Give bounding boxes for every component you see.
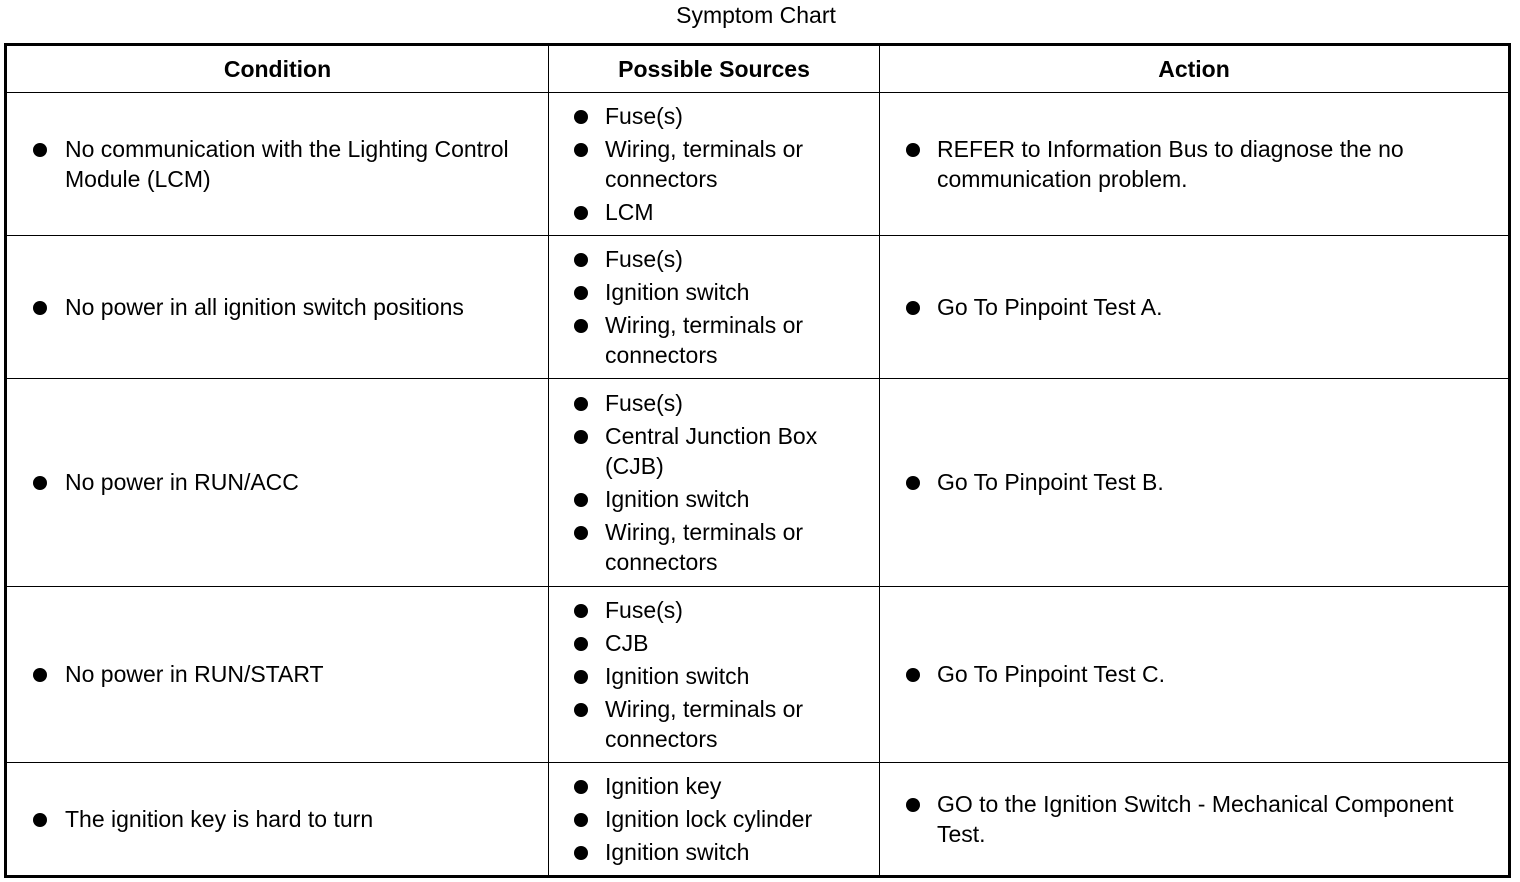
action-item: REFER to Information Bus to diagnose the no communication problem. xyxy=(880,134,1508,194)
header-row xyxy=(6,45,1510,93)
table-row xyxy=(6,379,1510,586)
source-item: Fuse(s) xyxy=(549,244,879,274)
sources-list xyxy=(549,101,879,227)
action-cell xyxy=(880,586,1510,762)
sources-list xyxy=(549,595,879,754)
condition-list xyxy=(7,804,548,834)
condition-list xyxy=(7,659,548,689)
condition-cell xyxy=(6,586,549,762)
action-item: Go To Pinpoint Test C. xyxy=(880,659,1508,689)
source-item: Ignition switch xyxy=(549,661,879,691)
condition-list xyxy=(7,134,548,194)
source-item: Fuse(s) xyxy=(549,388,879,418)
condition-cell xyxy=(6,762,549,876)
sources-cell xyxy=(549,93,880,236)
action-item: GO to the Ignition Switch - Mechanical Component Test. xyxy=(880,789,1508,849)
table-row xyxy=(6,762,1510,876)
header-condition: Condition xyxy=(6,45,549,93)
condition-item: No communication with the Lighting Control Module (LCM) xyxy=(7,134,548,194)
action-list xyxy=(880,659,1508,689)
sources-list xyxy=(549,244,879,370)
source-item: Wiring, terminals or connectors xyxy=(549,310,879,370)
condition-item: No power in all ignition switch positions xyxy=(7,292,548,322)
source-item: Ignition key xyxy=(549,771,879,801)
source-item: Ignition switch xyxy=(549,277,879,307)
source-item: Wiring, terminals or connectors xyxy=(549,517,879,577)
source-item: Fuse(s) xyxy=(549,101,879,131)
condition-cell xyxy=(6,379,549,586)
source-item: Central Junction Box (CJB) xyxy=(549,421,879,481)
source-item: Wiring, terminals or connectors xyxy=(549,694,879,754)
condition-cell xyxy=(6,236,549,379)
table-row xyxy=(6,586,1510,762)
action-cell xyxy=(880,379,1510,586)
action-cell xyxy=(880,236,1510,379)
header-possible-sources: Possible Sources xyxy=(549,45,880,93)
source-item: Ignition lock cylinder xyxy=(549,804,879,834)
source-item: Ignition switch xyxy=(549,484,879,514)
action-item: Go To Pinpoint Test A. xyxy=(880,292,1508,322)
sources-cell xyxy=(549,762,880,876)
source-item: LCM xyxy=(549,197,879,227)
source-item: Wiring, terminals or connectors xyxy=(549,134,879,194)
action-list xyxy=(880,292,1508,322)
condition-cell xyxy=(6,93,549,236)
action-list xyxy=(880,134,1508,194)
header-action: Action xyxy=(880,45,1510,93)
sources-cell xyxy=(549,236,880,379)
sources-list xyxy=(549,771,879,867)
sources-list xyxy=(549,388,879,577)
sources-cell xyxy=(549,586,880,762)
condition-item: The ignition key is hard to turn xyxy=(7,804,548,834)
condition-item: No power in RUN/START xyxy=(7,659,548,689)
sources-cell xyxy=(549,379,880,586)
action-cell xyxy=(880,762,1510,876)
condition-list xyxy=(7,467,548,497)
action-item: Go To Pinpoint Test B. xyxy=(880,467,1508,497)
chart-title: Symptom Chart xyxy=(676,2,836,28)
source-item: Fuse(s) xyxy=(549,595,879,625)
action-list xyxy=(880,789,1508,849)
action-cell xyxy=(880,93,1510,236)
condition-list xyxy=(7,292,548,322)
table-row xyxy=(6,236,1510,379)
table-row xyxy=(6,93,1510,236)
source-item: CJB xyxy=(549,628,879,658)
condition-item: No power in RUN/ACC xyxy=(7,467,548,497)
action-list xyxy=(880,467,1508,497)
symptom-table xyxy=(4,43,1511,878)
source-item: Ignition switch xyxy=(549,837,879,867)
